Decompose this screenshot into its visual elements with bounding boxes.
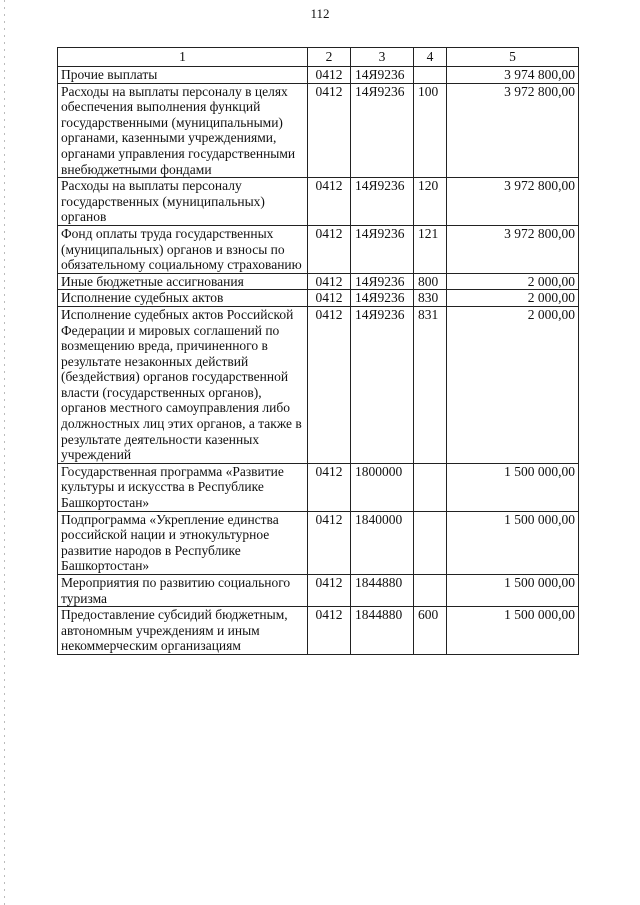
budget-table bbox=[57, 47, 579, 655]
table-row bbox=[58, 178, 579, 226]
row-amount: 1 500 000,00 bbox=[447, 607, 579, 655]
row-name: Фонд оплаты труда государственных (муниципальных) органов и взносы по обязательному социальному страхованию bbox=[58, 225, 308, 273]
row-target-code: 14Я9236 bbox=[351, 225, 414, 273]
row-amount: 1 500 000,00 bbox=[447, 511, 579, 574]
row-expense-type: 600 bbox=[414, 607, 447, 655]
table-row bbox=[58, 83, 579, 178]
table-header-row bbox=[58, 48, 579, 67]
table-row bbox=[58, 575, 579, 607]
row-name: Исполнение судебных актов bbox=[58, 290, 308, 307]
row-amount: 2 000,00 bbox=[447, 273, 579, 290]
row-target-code: 1844880 bbox=[351, 575, 414, 607]
table-row bbox=[58, 67, 579, 84]
row-amount: 3 972 800,00 bbox=[447, 83, 579, 178]
row-name: Иные бюджетные ассигнования bbox=[58, 273, 308, 290]
scan-edge-line bbox=[4, 0, 5, 905]
row-target-code: 14Я9236 bbox=[351, 306, 414, 463]
table-row bbox=[58, 306, 579, 463]
table-row bbox=[58, 290, 579, 307]
row-name: Подпрограмма «Укрепление единства российской нации и этнокультурное развитие народов в Республике Башкортостан» bbox=[58, 511, 308, 574]
row-target-code: 1844880 bbox=[351, 607, 414, 655]
header-col-5: 5 bbox=[447, 48, 579, 67]
row-section-code: 0412 bbox=[308, 511, 351, 574]
row-section-code: 0412 bbox=[308, 225, 351, 273]
row-target-code: 14Я9236 bbox=[351, 83, 414, 178]
row-target-code: 14Я9236 bbox=[351, 178, 414, 226]
row-expense-type: 120 bbox=[414, 178, 447, 226]
row-section-code: 0412 bbox=[308, 178, 351, 226]
row-target-code: 14Я9236 bbox=[351, 67, 414, 84]
header-col-3: 3 bbox=[351, 48, 414, 67]
row-name: Прочие выплаты bbox=[58, 67, 308, 84]
row-amount: 2 000,00 bbox=[447, 290, 579, 307]
row-name: Расходы на выплаты персоналу государственных (муниципальных) органов bbox=[58, 178, 308, 226]
row-expense-type: 831 bbox=[414, 306, 447, 463]
row-amount: 1 500 000,00 bbox=[447, 575, 579, 607]
row-amount: 2 000,00 bbox=[447, 306, 579, 463]
row-section-code: 0412 bbox=[308, 290, 351, 307]
row-expense-type bbox=[414, 67, 447, 84]
row-amount: 3 974 800,00 bbox=[447, 67, 579, 84]
row-target-code: 14Я9236 bbox=[351, 290, 414, 307]
row-expense-type: 100 bbox=[414, 83, 447, 178]
row-amount: 3 972 800,00 bbox=[447, 225, 579, 273]
table-row bbox=[58, 511, 579, 574]
row-section-code: 0412 bbox=[308, 67, 351, 84]
row-section-code: 0412 bbox=[308, 273, 351, 290]
row-amount: 1 500 000,00 bbox=[447, 463, 579, 511]
row-target-code: 14Я9236 bbox=[351, 273, 414, 290]
row-expense-type: 830 bbox=[414, 290, 447, 307]
header-col-4: 4 bbox=[414, 48, 447, 67]
row-section-code: 0412 bbox=[308, 83, 351, 178]
row-expense-type bbox=[414, 463, 447, 511]
row-name: Расходы на выплаты персоналу в целях обеспечения выполнения функций государственными (муниципальными) органами, казенными учреждениями, органами управления государственными внебюджетными фондами bbox=[58, 83, 308, 178]
row-section-code: 0412 bbox=[308, 306, 351, 463]
row-name: Мероприятия по развитию социального туризма bbox=[58, 575, 308, 607]
row-name: Исполнение судебных актов Российской Федерации и мировых соглашений по возмещению вреда, причиненного в результате незаконных действий (бездействия) органов государственной власти (государственных органов), органов местного самоуправления либо должностных лиц этих органов, а также в результате деятельности казенных учреждений bbox=[58, 306, 308, 463]
table-row bbox=[58, 463, 579, 511]
row-target-code: 1800000 bbox=[351, 463, 414, 511]
table-row bbox=[58, 607, 579, 655]
row-section-code: 0412 bbox=[308, 463, 351, 511]
row-section-code: 0412 bbox=[308, 607, 351, 655]
row-expense-type bbox=[414, 511, 447, 574]
row-section-code: 0412 bbox=[308, 575, 351, 607]
row-target-code: 1840000 bbox=[351, 511, 414, 574]
row-amount: 3 972 800,00 bbox=[447, 178, 579, 226]
page-number: 112 bbox=[310, 6, 330, 21]
row-name: Предоставление субсидий бюджетным, автономным учреждениям и иным некоммерческим организациям bbox=[58, 607, 308, 655]
row-expense-type: 121 bbox=[414, 225, 447, 273]
header-col-1: 1 bbox=[58, 48, 308, 67]
row-expense-type: 800 bbox=[414, 273, 447, 290]
table-row bbox=[58, 273, 579, 290]
table-row bbox=[58, 225, 579, 273]
row-name: Государственная программа «Развитие культуры и искусства в Республике Башкортостан» bbox=[58, 463, 308, 511]
header-col-2: 2 bbox=[308, 48, 351, 67]
row-expense-type bbox=[414, 575, 447, 607]
